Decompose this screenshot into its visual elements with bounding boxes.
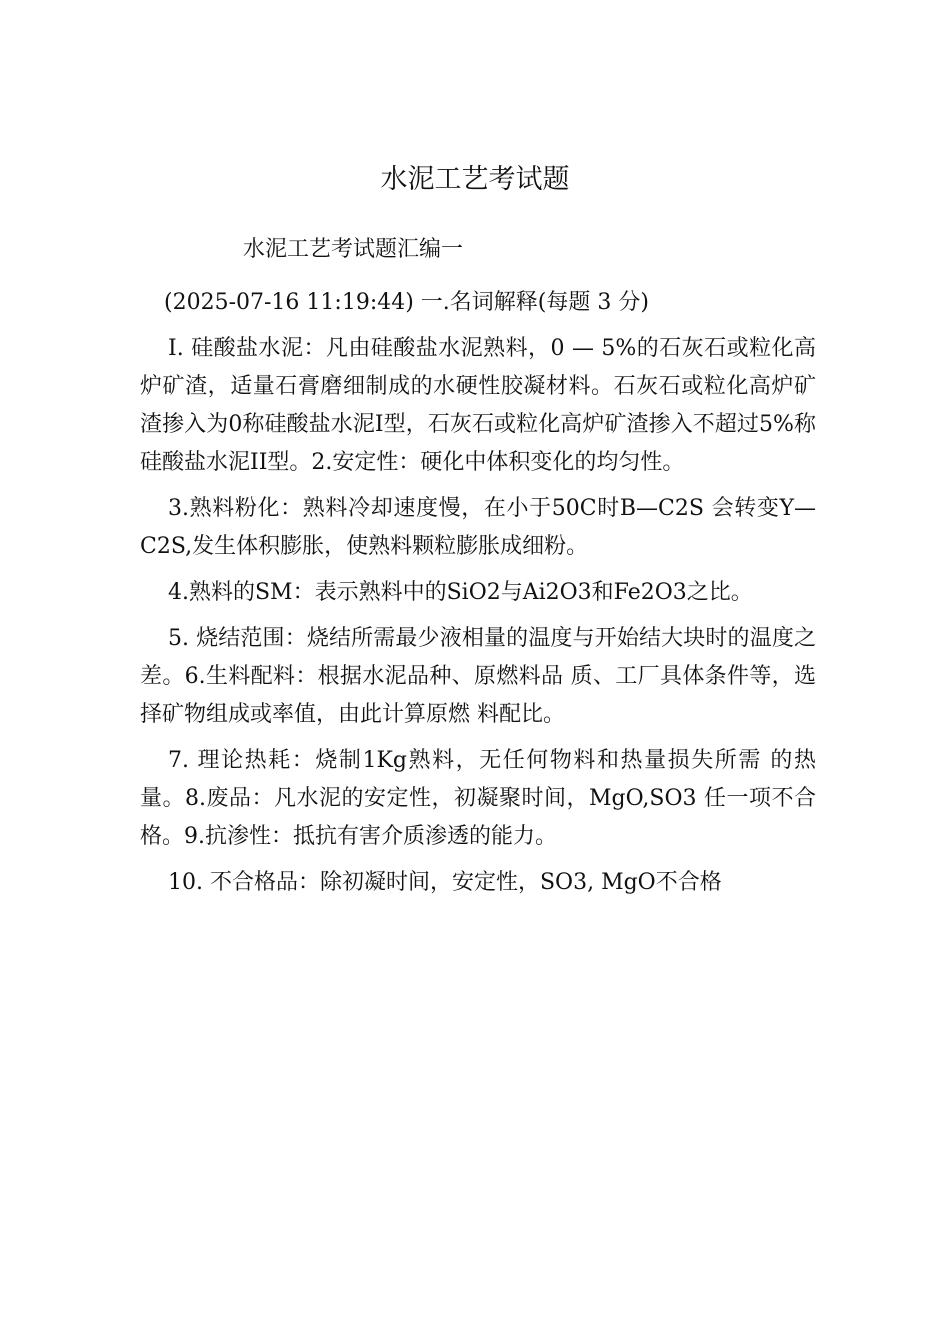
paragraph-definition-10: 10. 不合格品：除初凝时间，安定性，SO3, MgO不合格 bbox=[168, 870, 722, 895]
paragraph-definition-1-2: I. 硅酸盐水泥：凡由硅酸盐水泥熟料，0 — 5%的石灰石或粒化高炉矿渣，适量石膏磨细制成的水硬性胶凝材料。石灰石或粒化高炉矿渣掺入为0称硅酸盐水泥I型，石灰石或粒化高炉矿渣掺入不超过5%称硅酸盐水泥II型。2.安定性：硬化中体积变化的均匀性。 bbox=[140, 336, 816, 475]
paragraph-definition-5-6: 5. 烧结范围：烧结所需最少液相量的温度与开始结大块时的温度之差。6.生料配料：根据水泥品种、原燃料品 质、工厂具体条件等，选择矿物组成或率值，由此计算原燃 料配比。 bbox=[140, 626, 816, 727]
paragraph-definition-3: 3.熟料粉化：熟料冷却速度慢，在小于50C时B—C2S 会转变Y—C2S,发生体积膨胀，使熟料颗粒膨胀成细粉。 bbox=[140, 496, 816, 559]
document-body bbox=[140, 284, 816, 910]
date-and-section-heading: (2025-07-16 11:19:44) 一.名词解释(每题 3 分) bbox=[164, 290, 649, 315]
document-title: 水泥工艺考试题 bbox=[380, 164, 570, 195]
paragraph-definition-4: 4.熟料的SM：表示熟料中的SiO2与Ai2O3和Fe2O3之比。 bbox=[168, 580, 753, 605]
document-subtitle: 水泥工艺考试题汇编一 bbox=[243, 237, 464, 262]
paragraph-definition-7-9: 7. 理论热耗：烧制1Kg熟料，无任何物料和热量损失所需 的热量。8.废品：凡水泥的安定性，初凝聚时间，MgO,SO3 任一项不合格。9.抗渗性：抵抗有害介质渗透的能力。 bbox=[140, 748, 816, 849]
